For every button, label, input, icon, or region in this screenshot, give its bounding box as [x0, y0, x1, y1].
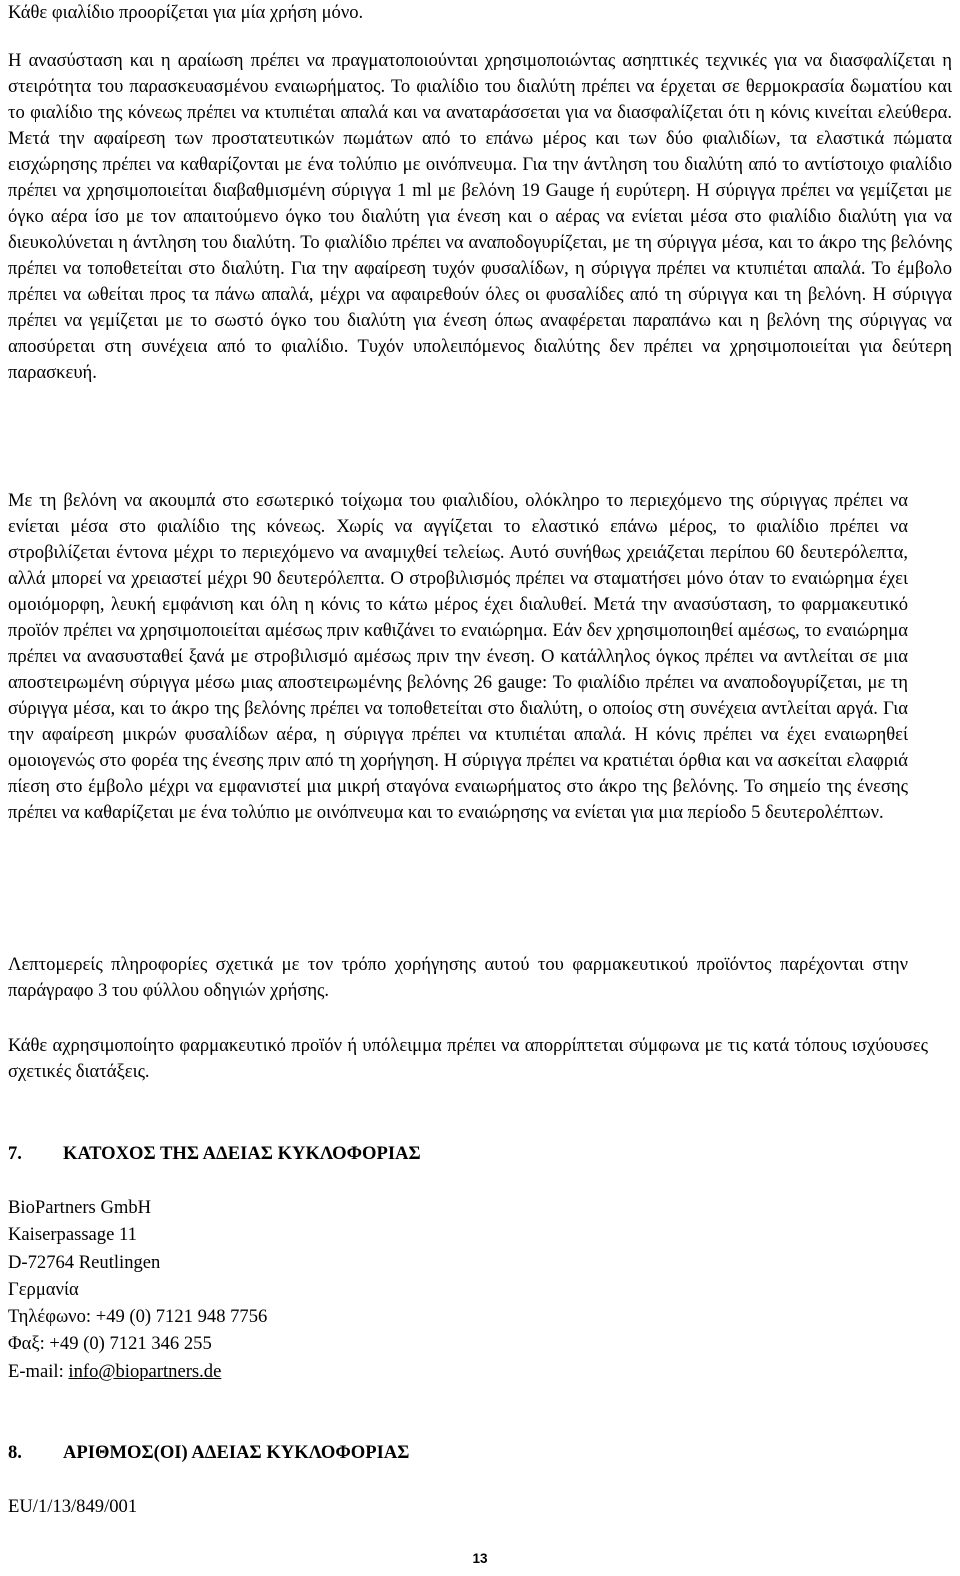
section-8-number: 8. — [8, 1442, 22, 1463]
section-8-heading — [8, 1440, 409, 1466]
section-8-title: ΑΡΙΘΜΟΣ(ΟΙ) ΑΔΕΙΑΣ ΚΥΚΛΟΦΟΡΙΑΣ — [63, 1442, 410, 1463]
holder-country: Γερμανία — [8, 1278, 79, 1300]
section-7-number: 7. — [8, 1143, 22, 1164]
section-7-heading — [8, 1141, 421, 1167]
administration-paragraph: Με τη βελόνη να ακουμπά στο εσωτερικό τοίχωμα του φιαλιδίου, ολόκληρο το περιεχόμενο της σύριγγας πρέπει να ενίεται μέσα στο φιαλίδιο της κόνεως. Χωρίς να αγγίζεται το ελαστικό επάνω μέρος, το φιαλίδιο πρέπει να στροβιλίζεται έντονα μέχρι το περιεχόμενο να αναμιχθεί τελείως. Αυτό συνήθως χρειάζεται περίπου 60 δευτερόλεπτα, αλλά μπορεί να χρειαστεί μέχρι 90 δευτερόλεπτα. Ο στροβιλισμός πρέπει να σταματήσει μόνο όταν το εναιώρημα έχει ομοιόμορφη, λευκή εμφάνιση και όλη η κόνις το κάτω μέρος έχει διαλυθεί. Μετά την ανασύσταση, το φαρμακευτικό προϊόν πρέπει να χρησιμοποιείται αμέσως πριν καθιζάνει το εναιώρημα. Εάν δεν χρησιμοποιηθεί αμέσως, το εναιώρημα πρέπει να ανασυσταθεί ξανά με στροβιλισμό αμέσως πριν την ένεση. Ο κατάλληλος όγκος πρέπει να αντλείται σε μια αποστειρωμένη σύριγγα μέσω μιας αποστειρωμένης βελόνης 26 gauge: Το φιαλίδιο πρέπει να αναποδογυρίζεται, με τη σύριγγα μέσα, και το άκρο της βελόνης πρέπει να τοποθετείται στο διαλύτη, ο οποίος στη συνέχεια αντλείται αργά. Για την αφαίρεση μικρών φυσαλίδων αέρα, η σύριγγα πρέπει να κτυπιέται απαλά. Η κόνις πρέπει να έχει εναιωρηθεί ομοιογενώς στο φορέα της ένεσης πριν από τη χορήγηση. Η σύριγγα πρέπει να κρατιέται όρθια και να ασκείται ελαφριά πίεση στο έμβολο μέχρι να εμφανιστεί μια μικρή σταγόνα εναιωρήματος στο άκρο της βελόνης. Το σημείο της ένεσης πρέπει να καθαρίζεται με ένα τολύπιο με οινόπνευμα και το εναιώρησης να ενίεται για μια περίοδο 5 δευτερολέπτων. — [8, 490, 908, 823]
reconstitution-paragraph: Η ανασύσταση και η αραίωση πρέπει να πραγματοποιούνται χρησιμοποιώντας ασηπτικές τεχνικές για να διασφαλίζεται η στειρότητα του παρασκευασμένου εναιωρήματος. Το φιαλίδιο του διαλύτη πρέπει να έρχεται σε θερμοκρασία δωματίου και το φιαλίδιο της κόνεως πρέπει να κτυπιέται απαλά και να αναταράσσεται για να διασφαλίζεται ότι η κόνις κινείται ελεύθερα. Μετά την αφαίρεση των προστατευτικών πωμάτων από το επάνω μέρος και των δύο φιαλιδίων, τα ελαστικά πώματα εισχώρησης πρέπει να καθαρίζονται με ένα τολύπιο με οινόπνευμα. Για την άντληση του διαλύτη από το αντίστοιχο φιαλίδιο πρέπει να χρησιμοποιείται διαβαθμισμένη σύριγγα 1 ml με βελόνη 19 Gauge ή ευρύτερη. Η σύριγγα πρέπει να γεμίζεται με όγκο αέρα ίσο με τον απαιτούμενο όγκο του διαλύτη για ένεση και ο αέρας να ενίεται μέσα στο φιαλίδιο διαλύτη για να διευκολύνεται η άντληση του διαλύτη. Το φιαλίδιο πρέπει να αναποδογυρίζεται, με τη σύριγγα μέσα, και το άκρο της βελόνης πρέπει να τοποθετείται στο διαλύτη. Για την αφαίρεση τυχόν φυσαλίδων, η σύριγγα πρέπει να κτυπιέται απαλά. Το έμβολο πρέπει να ωθείται προς τα πάνω απαλά, μέχρι να αφαιρεθούν όλες οι φυσαλίδες από τη σύριγγα και τη βελόνη. Η σύριγγα πρέπει να γεμίζεται με το σωστό όγκο του διαλύτη για ένεση όπως αναφέρεται παραπάνω και η βελόνη της σύριγγας να αποσύρεται στη συνέχεια από το φιαλίδιο. Τυχόν υπολειπόμενος διαλύτης δεν πρέπει να χρησιμοποιείται για δεύτερη παρασκευή. — [8, 50, 952, 383]
page-number: 13 — [472, 1551, 488, 1566]
holder-company: BioPartners GmbH — [8, 1197, 152, 1218]
document-page — [8, 0, 952, 1576]
holder-street: Kaiserpassage 11 — [8, 1224, 137, 1246]
section-7-title: ΚΑΤΟΧΟΣ ΤΗΣ ΑΔΕΙΑΣ ΚΥΚΛΟΦΟΡΙΑΣ — [63, 1143, 421, 1164]
marketing-holder-address — [8, 1194, 267, 1385]
disposal-paragraph: Κάθε αχρησιμοποίητο φαρμακευτικό προϊόν ή υπόλειμμα πρέπει να απορρίπτεται σύμφωνα με τις κατά τόπους ισχύουσες σχετικές διατάξεις. — [8, 1035, 928, 1082]
holder-city: D-72764 Reutlingen — [8, 1251, 161, 1273]
holder-email-prefix: E-mail: — [8, 1360, 69, 1382]
details-paragraph: Λεπτομερείς πληροφορίες σχετικά με τον τρόπο χορήγησης αυτού του φαρμακευτικού προϊόντος παρέχονται στην παράγραφο 3 του φύλλου οδηγιών χρήσης. — [8, 954, 908, 1001]
holder-email-line — [8, 1358, 267, 1385]
single-use-paragraph: Κάθε φιαλίδιο προορίζεται για μία χρήση μόνο. — [8, 2, 364, 23]
holder-phone: Τηλέφωνο: +49 (0) 7121 948 7756 — [8, 1306, 268, 1328]
holder-fax: Φαξ: +49 (0) 7121 346 255 — [8, 1333, 212, 1355]
holder-email-link[interactable]: info@biopartners.de — [68, 1360, 222, 1382]
license-number: EU/1/13/849/001 — [8, 1496, 138, 1517]
